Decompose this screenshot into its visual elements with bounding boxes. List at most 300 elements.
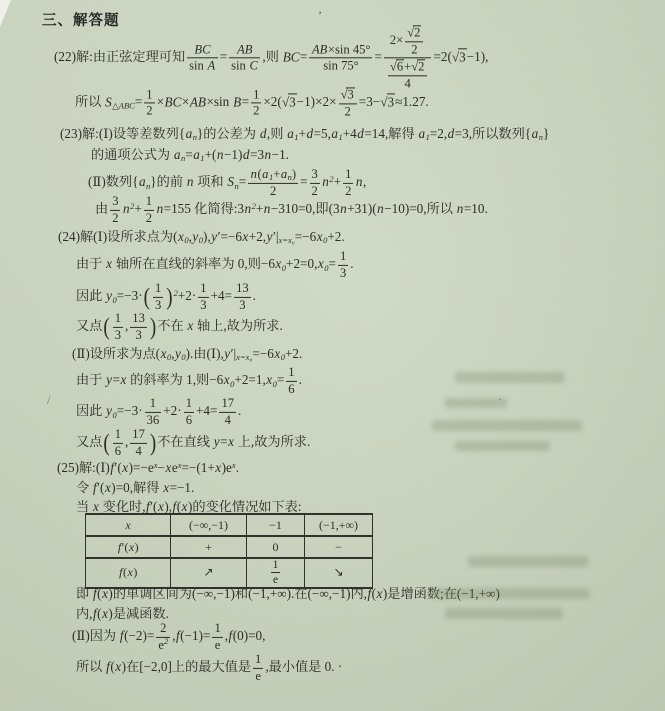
text-run: 2 bbox=[146, 103, 153, 118]
math-variable: n bbox=[322, 174, 329, 190]
text-run: ≈1.27. bbox=[395, 94, 429, 110]
text-run: 所以 bbox=[75, 94, 105, 110]
fraction-denominator bbox=[234, 297, 251, 313]
fraction-numerator bbox=[144, 88, 154, 103]
solution-line bbox=[76, 366, 302, 396]
subscript: 0 bbox=[281, 262, 287, 273]
text-run: 2 bbox=[112, 210, 119, 225]
text-run: ′( bbox=[121, 539, 129, 554]
text-run: 轴所在直线的斜率为 0,则−6 bbox=[112, 256, 275, 272]
math-variable: f bbox=[110, 459, 114, 475]
table-cell bbox=[247, 536, 305, 558]
text-run: e bbox=[214, 637, 221, 652]
text-run: (Ⅱ)因为 bbox=[72, 628, 120, 644]
text-run: 2 bbox=[411, 41, 418, 56]
math-fraction bbox=[388, 60, 428, 91]
text-run: =14,解得 bbox=[364, 125, 418, 141]
fraction-numerator bbox=[338, 250, 348, 265]
math-variable: n bbox=[377, 201, 384, 217]
fraction-denominator bbox=[229, 58, 260, 74]
text-run: = bbox=[241, 94, 250, 110]
solution-line bbox=[72, 346, 302, 363]
table-row bbox=[86, 514, 373, 536]
text-run: − bbox=[335, 539, 342, 554]
math-variable: n bbox=[186, 174, 194, 190]
fraction-denominator bbox=[144, 210, 154, 226]
math-variable: x bbox=[102, 585, 108, 601]
math-variable: x bbox=[376, 585, 383, 601]
text-run: =10. bbox=[463, 201, 488, 217]
math-variable: y bbox=[266, 228, 273, 244]
math-fraction bbox=[156, 622, 170, 652]
math-variable: AB bbox=[311, 41, 328, 56]
text-run: 的斜率为 1,则−6 bbox=[126, 372, 224, 388]
solution-line bbox=[76, 653, 342, 683]
text-run: 6 bbox=[114, 443, 121, 458]
math-variable: n bbox=[355, 174, 363, 190]
text-run: 13 bbox=[132, 310, 145, 325]
text-run: 2 bbox=[253, 103, 260, 118]
text-run: 的通项公式为 bbox=[91, 146, 174, 162]
fraction-numerator bbox=[144, 195, 154, 210]
subscript: 0 bbox=[230, 378, 235, 389]
text-run: 4 bbox=[224, 412, 231, 427]
math-variable: BC bbox=[194, 41, 211, 56]
subscript: n bbox=[181, 153, 186, 164]
math-variable: y bbox=[106, 403, 113, 419]
superscript: 2 bbox=[130, 200, 135, 211]
math-radical bbox=[407, 25, 421, 40]
fraction-denominator bbox=[198, 297, 208, 313]
text-run: e bbox=[272, 574, 279, 587]
solution-line bbox=[72, 622, 265, 652]
text-run: , bbox=[172, 628, 176, 644]
text-run: 6 bbox=[185, 412, 192, 427]
text-run: =5, bbox=[313, 125, 331, 141]
math-variable: f bbox=[367, 585, 372, 601]
table-cell bbox=[171, 536, 247, 558]
text-run: 又点 bbox=[76, 434, 103, 450]
math-fraction bbox=[184, 397, 194, 427]
fraction-denominator bbox=[338, 265, 348, 281]
text-run: + bbox=[134, 201, 142, 217]
fraction-numerator bbox=[145, 397, 162, 412]
text-run: 3 bbox=[114, 327, 121, 342]
math-variable: d bbox=[259, 125, 267, 141]
math-variable: x bbox=[125, 517, 131, 532]
math-variable: f bbox=[92, 479, 97, 495]
math-variable: x bbox=[316, 228, 323, 244]
math-variable: n bbox=[244, 201, 252, 217]
text-run: = bbox=[328, 256, 336, 272]
text-run: . bbox=[350, 256, 354, 272]
text-run: ( bbox=[110, 659, 115, 675]
text-run: 令 bbox=[76, 479, 93, 495]
math-variable: a bbox=[287, 125, 294, 141]
fraction-numerator bbox=[219, 397, 236, 412]
solution-line bbox=[60, 126, 549, 143]
ink-bleed-smudge bbox=[468, 556, 588, 567]
fraction-numerator bbox=[248, 168, 298, 183]
math-fraction bbox=[310, 168, 320, 198]
text-run: 3 bbox=[112, 193, 119, 208]
text-run: }的前 bbox=[150, 174, 187, 190]
big-paren: ( bbox=[103, 429, 110, 457]
text-run: 1 bbox=[253, 86, 260, 101]
fraction-denominator bbox=[384, 58, 432, 91]
subscript: x=x₀ bbox=[278, 235, 295, 246]
text-run: ′( bbox=[150, 498, 158, 514]
fraction-numerator bbox=[339, 87, 357, 103]
fraction-denominator bbox=[187, 58, 218, 74]
math-variable: x bbox=[115, 659, 122, 675]
fraction-numerator bbox=[234, 282, 251, 297]
math-variable: BC bbox=[282, 49, 300, 65]
math-variable: d bbox=[306, 125, 314, 141]
math-fraction bbox=[343, 168, 353, 198]
solution-line bbox=[57, 460, 239, 477]
math-variable: f bbox=[228, 628, 233, 644]
fraction-denominator bbox=[286, 381, 296, 397]
fraction-denominator bbox=[309, 58, 372, 74]
text-run: 36 bbox=[146, 412, 160, 427]
text-run: 13 bbox=[236, 280, 249, 295]
math-variable: f bbox=[117, 539, 122, 554]
math-variable: a bbox=[418, 125, 426, 141]
math-variable: y bbox=[192, 228, 199, 244]
math-fraction bbox=[251, 88, 261, 118]
text-run: + bbox=[404, 59, 412, 74]
math-variable: d bbox=[357, 125, 364, 141]
superscript: 2 bbox=[163, 636, 169, 647]
math-variable: x bbox=[187, 318, 194, 334]
fraction-denominator bbox=[219, 412, 236, 428]
text-run: 4 bbox=[135, 443, 142, 458]
text-run: . bbox=[252, 288, 256, 304]
text-run: 1 bbox=[255, 651, 262, 666]
radical-sign: √ bbox=[281, 94, 290, 110]
text-run: = bbox=[220, 434, 228, 450]
fraction-numerator bbox=[271, 559, 281, 572]
subscript: 0 bbox=[280, 352, 285, 363]
table-cell bbox=[86, 514, 171, 536]
math-fraction bbox=[219, 397, 236, 427]
fraction-numerator bbox=[212, 622, 222, 637]
text-run: 不在 bbox=[157, 318, 187, 334]
subscript: 0 bbox=[184, 235, 189, 246]
math-variable: f bbox=[106, 659, 110, 675]
math-fraction bbox=[271, 559, 281, 587]
subscript: 1 bbox=[294, 132, 299, 143]
subscript: n bbox=[192, 132, 197, 143]
text-run: −310=0,即(3 bbox=[270, 201, 340, 217]
math-variable: n bbox=[264, 146, 272, 162]
fraction-denominator bbox=[156, 637, 170, 653]
fraction-numerator bbox=[113, 312, 123, 327]
text-run: 轴上,故为所求. bbox=[193, 318, 283, 334]
math-variable: f bbox=[146, 498, 150, 514]
radicand: 3 bbox=[387, 94, 395, 110]
superscript: 2 bbox=[251, 200, 256, 211]
text-run: (−∞,−1) bbox=[188, 517, 229, 532]
text-run: = bbox=[112, 372, 120, 388]
text-run: ′=−6 bbox=[217, 228, 242, 244]
math-variable: f bbox=[92, 585, 97, 601]
text-run: 因此 bbox=[76, 288, 106, 304]
text-run: +2, bbox=[248, 228, 267, 244]
math-fraction bbox=[286, 366, 296, 396]
text-run: =−6 bbox=[294, 228, 317, 244]
text-run: 不在直线 bbox=[157, 434, 214, 450]
fraction-numerator bbox=[251, 88, 261, 103]
math-radical bbox=[380, 93, 395, 111]
math-variable: x bbox=[127, 565, 133, 580]
fraction-denominator bbox=[110, 210, 120, 226]
subscript: 0 bbox=[272, 378, 277, 389]
fraction-denominator bbox=[339, 103, 357, 119]
text-run: −1), bbox=[466, 49, 489, 65]
math-fraction bbox=[110, 195, 120, 225]
text-run: 1 bbox=[339, 248, 347, 263]
math-variable: S bbox=[227, 174, 234, 190]
text-run: 4 bbox=[404, 76, 411, 91]
text-run: +4 bbox=[342, 125, 357, 141]
fraction-numerator bbox=[153, 282, 163, 297]
math-variable: B bbox=[233, 94, 242, 110]
math-variable: n bbox=[122, 201, 130, 217]
text-run: 17 bbox=[221, 395, 235, 410]
subscript: 0 bbox=[323, 235, 328, 246]
text-run: = bbox=[300, 174, 308, 190]
text-run: −1) bbox=[223, 146, 243, 162]
math-variable: a bbox=[193, 146, 200, 162]
solution-line bbox=[76, 250, 354, 280]
math-fraction bbox=[253, 653, 263, 683]
fraction-numerator bbox=[229, 43, 260, 58]
text-run: +31)( bbox=[347, 201, 377, 217]
math-variable: y bbox=[211, 228, 218, 244]
table-row bbox=[86, 558, 373, 588]
section-title: 三、解答题 bbox=[42, 13, 120, 29]
solution-line bbox=[76, 428, 310, 458]
math-variable: a bbox=[185, 125, 193, 141]
fraction-denominator bbox=[212, 637, 222, 653]
fraction-denominator bbox=[113, 327, 123, 343]
math-variable: x bbox=[92, 498, 99, 514]
math-fraction bbox=[130, 312, 147, 342]
solution-line bbox=[76, 397, 241, 427]
ink-bleed-smudge bbox=[430, 588, 590, 599]
fraction-denominator bbox=[153, 297, 163, 313]
text-run: )的单调区间为(−∞,−1)和(−1,+∞).在(−∞,−1)内, bbox=[108, 585, 367, 601]
text-run: (−2)= bbox=[124, 628, 155, 644]
radicand: 2 bbox=[418, 59, 425, 74]
math-variable: n bbox=[156, 201, 164, 217]
math-variable: f bbox=[119, 565, 123, 580]
text-run: =3,所以数列{ bbox=[454, 125, 532, 141]
solution-line bbox=[76, 282, 256, 312]
math-fraction bbox=[405, 25, 423, 56]
math-variable: x bbox=[177, 228, 184, 244]
fraction-numerator bbox=[184, 397, 194, 412]
fraction-numerator bbox=[310, 168, 320, 183]
table-cell bbox=[305, 558, 373, 588]
text-run: sin bbox=[189, 58, 207, 73]
math-variable: AB bbox=[237, 41, 253, 56]
text-run: (23)解:(Ⅰ)设等差数列{ bbox=[60, 125, 186, 141]
math-radical bbox=[452, 48, 467, 66]
math-fraction bbox=[144, 195, 154, 225]
subscript: x=x₀ bbox=[236, 352, 253, 363]
math-variable: x bbox=[160, 345, 167, 361]
fraction-numerator bbox=[130, 428, 147, 443]
text-run: =−3· bbox=[116, 403, 143, 419]
big-paren: ) bbox=[149, 313, 157, 341]
math-variable: x bbox=[128, 539, 135, 554]
fraction-denominator bbox=[130, 443, 147, 459]
math-variable: d bbox=[242, 146, 250, 162]
text-run: 1 bbox=[272, 559, 279, 571]
page-corner-artifact bbox=[0, 0, 11, 27]
math-variable: y bbox=[224, 345, 231, 361]
text-run: , bbox=[224, 628, 229, 644]
math-variable: a bbox=[531, 125, 539, 141]
text-run: −10)=0,所以 bbox=[384, 201, 457, 217]
subscript: n bbox=[234, 180, 239, 191]
scan-mark-artifact: / bbox=[47, 392, 51, 407]
math-fraction bbox=[338, 250, 348, 280]
math-fraction bbox=[130, 428, 147, 458]
fraction-numerator bbox=[156, 622, 170, 637]
big-paren: ( bbox=[103, 313, 110, 341]
text-run: = bbox=[276, 372, 285, 388]
math-variable: n bbox=[456, 201, 464, 217]
text-run: =3− bbox=[358, 94, 381, 110]
superscript: 2 bbox=[173, 287, 178, 298]
math-radical bbox=[341, 87, 355, 102]
monotonic-arrow-icon: ↗ bbox=[203, 565, 214, 580]
text-run: 所以 bbox=[76, 659, 106, 675]
text-run: 3 bbox=[200, 297, 207, 312]
radical-sign: √ bbox=[451, 49, 460, 65]
math-variable: f bbox=[176, 628, 180, 644]
text-run: e bbox=[255, 668, 261, 683]
math-variable: d bbox=[447, 125, 455, 141]
text-run: 1 bbox=[200, 280, 207, 295]
text-run: −1. bbox=[271, 146, 289, 162]
text-run: = bbox=[300, 49, 308, 65]
text-run: =−1. bbox=[169, 479, 195, 495]
text-run: e bbox=[171, 459, 178, 475]
text-run: +2=0, bbox=[286, 256, 318, 272]
table-cell bbox=[305, 514, 373, 536]
radicand: 3 bbox=[347, 87, 354, 102]
math-variable: x bbox=[228, 434, 234, 450]
radicand: 6 bbox=[396, 59, 404, 74]
text-run: 17 bbox=[132, 426, 145, 441]
ink-bleed-smudge bbox=[455, 441, 550, 451]
text-run: , bbox=[188, 228, 192, 244]
text-run: , bbox=[171, 345, 175, 361]
solution-line bbox=[58, 229, 345, 246]
text-run: 由于 bbox=[76, 256, 106, 272]
text-run: ( bbox=[97, 605, 102, 621]
ink-bleed-smudge bbox=[432, 420, 582, 431]
math-variable: x bbox=[122, 459, 129, 475]
math-variable: x bbox=[274, 345, 281, 361]
text-run: 2 bbox=[344, 104, 351, 118]
ink-bleed-smudge bbox=[455, 372, 565, 383]
text-run: 1 bbox=[114, 426, 121, 441]
text-run: , bbox=[125, 318, 129, 334]
fraction-denominator bbox=[184, 412, 194, 428]
fraction-numerator bbox=[187, 43, 218, 58]
text-run: =2( bbox=[433, 49, 452, 65]
monotonic-arrow-icon: ↘ bbox=[333, 565, 344, 580]
text-run: ′| bbox=[272, 228, 279, 244]
text-run: 2 bbox=[269, 183, 277, 198]
text-run: ) bbox=[133, 565, 138, 580]
subscript: n bbox=[146, 180, 151, 191]
subscript: 1 bbox=[425, 132, 430, 143]
text-run: 1 bbox=[145, 193, 153, 208]
math-variable: y bbox=[106, 372, 113, 388]
fraction-numerator bbox=[110, 195, 120, 210]
radical-sign: √ bbox=[411, 59, 419, 74]
text-run: 3 bbox=[239, 297, 246, 312]
fraction-numerator bbox=[130, 312, 147, 327]
text-run: + bbox=[298, 125, 306, 141]
text-run: +2. bbox=[327, 228, 345, 244]
text-run: 当 bbox=[76, 498, 93, 514]
math-variable: x bbox=[266, 372, 273, 388]
math-variable: n bbox=[340, 201, 347, 217]
text-run: ( bbox=[257, 166, 262, 181]
text-run: =−(1+ bbox=[181, 459, 215, 475]
superscript: x bbox=[177, 459, 182, 470]
fraction-numerator bbox=[384, 25, 432, 57]
text-run: 3 bbox=[339, 265, 347, 280]
math-fraction bbox=[198, 282, 208, 312]
math-variable: y bbox=[174, 345, 181, 361]
text-run: } bbox=[543, 125, 550, 141]
solution-line bbox=[88, 168, 366, 198]
math-fraction bbox=[187, 43, 218, 73]
radical-sign: √ bbox=[407, 25, 415, 40]
radicand: 2 bbox=[414, 25, 421, 40]
radical-sign: √ bbox=[389, 59, 397, 74]
fraction-denominator bbox=[253, 668, 263, 684]
text-run: 3 bbox=[135, 327, 142, 342]
math-variable: a bbox=[280, 166, 288, 181]
text-run: e bbox=[158, 637, 164, 652]
text-run: ).由(Ⅰ), bbox=[185, 345, 224, 361]
fraction-numerator bbox=[388, 60, 428, 76]
text-run: 由 bbox=[95, 201, 109, 217]
fraction-denominator bbox=[113, 443, 123, 459]
math-variable: A bbox=[207, 58, 216, 73]
text-run: +2· bbox=[177, 288, 197, 304]
math-variable: x bbox=[157, 498, 164, 514]
text-run: ), bbox=[203, 228, 211, 244]
text-run: )=−e bbox=[128, 459, 154, 475]
math-variable: f bbox=[172, 498, 177, 514]
text-run: 1 bbox=[114, 310, 121, 325]
text-run: 1 bbox=[185, 395, 192, 410]
solution-line bbox=[76, 312, 283, 342]
text-run: ′( bbox=[114, 459, 122, 475]
math-variable: x bbox=[215, 459, 222, 475]
